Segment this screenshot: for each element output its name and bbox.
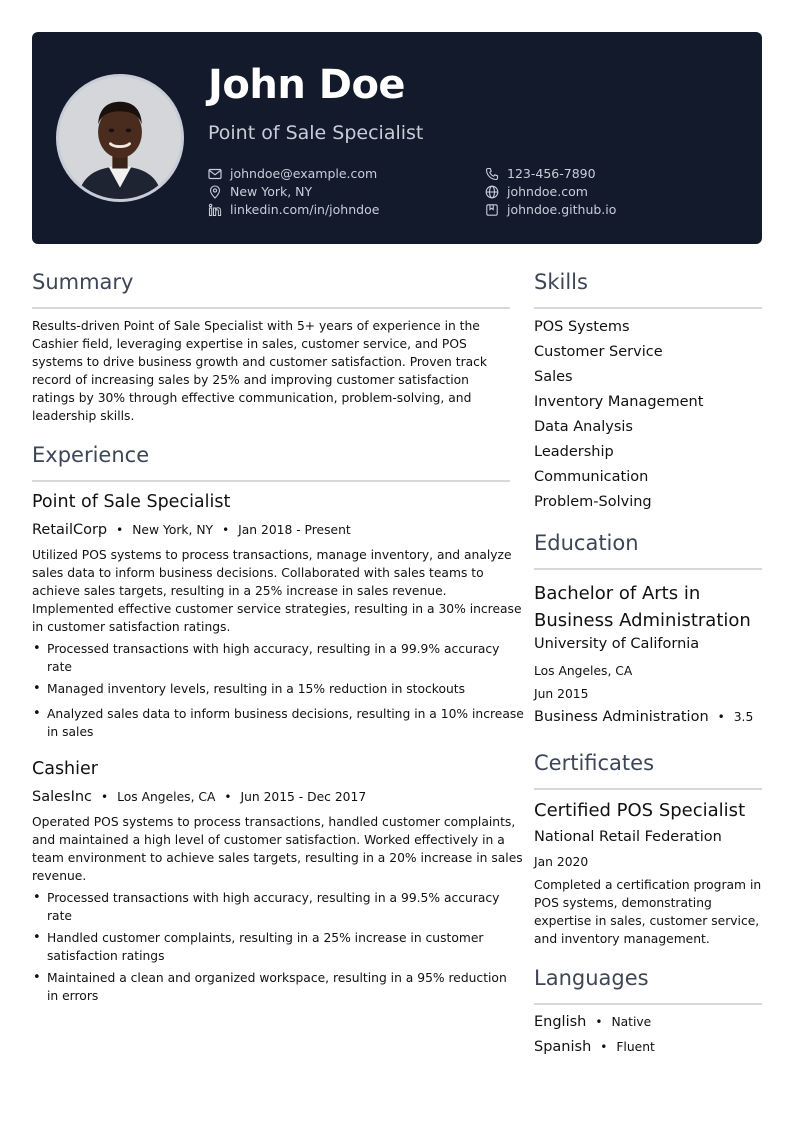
profile-photo — [56, 74, 184, 202]
contact-location — [208, 184, 312, 199]
certificate-date: Jan 2020 — [534, 855, 589, 869]
summary-divider — [32, 307, 510, 309]
skills-divider — [534, 307, 762, 309]
bullet-icon: • — [33, 890, 41, 905]
job-meta — [32, 522, 351, 538]
summary-text — [32, 317, 487, 425]
achievement-line: Analyzed sales data to inform business decisions, resulting in a 10% increase — [47, 707, 524, 721]
job-dates: Jun 2015 - Dec 2017 — [240, 790, 367, 804]
resume-header — [32, 32, 762, 244]
company-name: SalesInc — [32, 789, 93, 805]
candidate-role: Point of Sale Specialist — [208, 122, 424, 144]
portfolio-icon — [485, 203, 499, 217]
job-achievements — [32, 640, 524, 745]
separator-dot: • — [595, 1015, 603, 1029]
email-text: johndoe@example.com — [230, 166, 378, 181]
job-title: Point of Sale Specialist — [32, 492, 231, 512]
certificate-issuer: National Retail Federation — [534, 829, 722, 845]
summary-line: leadership skills. — [32, 409, 135, 423]
achievement-item — [32, 680, 524, 698]
description-line: in customer satisfaction ratings. — [32, 620, 231, 634]
description-line: POS systems, demonstrating — [534, 896, 712, 910]
education-heading: Education — [534, 531, 639, 555]
achievement-line: satisfaction ratings — [47, 949, 165, 963]
achievement-line: in errors — [47, 989, 99, 1003]
skill-item: Customer Service — [534, 344, 663, 360]
separator-dot: • — [116, 523, 124, 537]
degree-title — [534, 580, 762, 634]
contact-portfolio[interactable] — [485, 202, 616, 217]
achievement-line: Managed inventory levels, resulting in a 15% reduction in stockouts — [47, 682, 466, 696]
phone-text: 123-456-7890 — [507, 166, 596, 181]
bullet-icon: • — [33, 970, 41, 985]
skill-item: Data Analysis — [534, 419, 633, 435]
job-meta — [32, 789, 366, 805]
achievement-item — [32, 640, 524, 676]
certificates-heading: Certificates — [534, 751, 655, 775]
language-item — [534, 1039, 655, 1055]
description-line: achieve sales targets, resulting in a 25% increase in sales revenue. — [32, 584, 447, 598]
phone-icon — [485, 167, 499, 181]
separator-dot: • — [600, 1040, 608, 1054]
contact-website[interactable] — [485, 184, 588, 199]
bullet-icon: • — [33, 641, 41, 656]
summary-line: Cashier field, leveraging expertise in sales, customer service, and POS — [32, 337, 467, 351]
education-divider — [534, 568, 762, 570]
achievement-item — [32, 705, 524, 741]
job-title: Cashier — [32, 759, 98, 779]
skill-item: Communication — [534, 469, 649, 485]
field-of-study: Business Administration — [534, 709, 709, 725]
mail-icon — [208, 167, 222, 181]
separator-dot: • — [222, 523, 230, 537]
bullet-icon: • — [33, 706, 41, 721]
job-description — [32, 813, 523, 885]
candidate-name: John Doe — [208, 62, 406, 108]
contact-phone[interactable] — [485, 166, 596, 181]
description-line: and inventory management. — [534, 932, 710, 946]
description-line: Utilized POS systems to process transactions, manage inventory, and analyze — [32, 548, 512, 562]
skill-item: Inventory Management — [534, 394, 704, 410]
job-achievements — [32, 889, 507, 1009]
certificates-divider — [534, 788, 762, 790]
description-line: Implemented effective customer service strategies, resulting in a 30% increase — [32, 602, 522, 616]
job-description — [32, 546, 522, 636]
job-location: New York, NY — [132, 523, 214, 537]
languages-heading: Languages — [534, 966, 649, 990]
job-dates: Jan 2018 - Present — [238, 523, 351, 537]
description-line: expertise in sales, customer service, — [534, 914, 760, 928]
achievement-line: Processed transactions with high accuracy, resulting in a 99.5% accuracy — [47, 891, 500, 905]
separator-dot: • — [717, 710, 725, 724]
description-line: sales data to inform business decisions. Collaborated with sales teams to — [32, 566, 484, 580]
location-icon — [208, 185, 222, 199]
portfolio-text: johndoe.github.io — [507, 202, 617, 217]
language-level: Fluent — [616, 1040, 655, 1054]
location-text: New York, NY — [230, 184, 313, 199]
skill-item: POS Systems — [534, 319, 630, 335]
skills-list — [534, 316, 703, 516]
summary-line: Results-driven Point of Sale Specialist with 5+ years of experience in the — [32, 319, 480, 333]
achievement-line: Maintained a clean and organized workspace, resulting in a 95% reduction — [47, 971, 507, 985]
skill-item: Sales — [534, 369, 573, 385]
achievement-line: rate — [47, 909, 72, 923]
bullet-icon: • — [33, 681, 41, 696]
school-location: Los Angeles, CA — [534, 664, 633, 678]
education-field — [534, 709, 753, 725]
achievement-line: Handled customer complaints, resulting in a 25% increase in customer — [47, 931, 484, 945]
summary-line: record of increasing sales by 25% and improving customer satisfaction — [32, 373, 469, 387]
language-level: Native — [611, 1015, 652, 1029]
description-line: team environment to achieve sales targets, resulting in a 20% increase in sales — [32, 851, 523, 865]
degree-line: Business Administration — [534, 610, 751, 631]
website-text: johndoe.com — [507, 184, 588, 199]
achievement-line: rate — [47, 660, 72, 674]
linkedin-icon — [208, 203, 222, 217]
bullet-icon: • — [33, 930, 41, 945]
language-name: Spanish — [534, 1039, 592, 1055]
achievement-line: in sales — [47, 725, 94, 739]
summary-line: systems to drive business growth and customer satisfaction. Proven track — [32, 355, 488, 369]
description-line: and maintained a high level of customer satisfaction. Worked effectively in a — [32, 833, 505, 847]
job-location: Los Angeles, CA — [117, 790, 216, 804]
graduation-date: Jun 2015 — [534, 687, 589, 701]
language-item — [534, 1014, 651, 1030]
achievement-line: Processed transactions with high accuracy, resulting in a 99.9% accuracy — [47, 642, 500, 656]
contact-linkedin[interactable] — [208, 202, 379, 217]
experience-heading: Experience — [32, 443, 150, 467]
linkedin-text: linkedin.com/in/johndoe — [230, 202, 380, 217]
description-line: Operated POS systems to process transactions, handled customer complaints, — [32, 815, 516, 829]
description-line: revenue. — [32, 869, 87, 883]
degree-line: Bachelor of Arts in — [534, 583, 701, 604]
company-name: RetailCorp — [32, 522, 108, 538]
gpa-value: 3.5 — [733, 710, 754, 724]
achievement-item — [32, 969, 507, 1005]
contact-email[interactable] — [208, 166, 377, 181]
school-name: University of California — [534, 636, 700, 652]
languages-divider — [534, 1003, 762, 1005]
avatar-illustration — [59, 77, 181, 199]
skills-heading: Skills — [534, 270, 588, 294]
summary-heading: Summary — [32, 270, 134, 294]
experience-divider — [32, 480, 510, 482]
summary-line: ratings by 30% through effective communication, problem-solving, and — [32, 391, 472, 405]
skill-item: Leadership — [534, 444, 614, 460]
certificate-description — [534, 876, 761, 948]
globe-icon — [485, 185, 499, 199]
certificate-name: Certified POS Specialist — [534, 800, 746, 821]
achievement-item — [32, 889, 507, 925]
achievement-item — [32, 929, 507, 965]
separator-dot: • — [224, 790, 232, 804]
separator-dot: • — [101, 790, 109, 804]
description-line: Completed a certification program in — [534, 878, 762, 892]
language-name: English — [534, 1014, 587, 1030]
skill-item: Problem-Solving — [534, 494, 652, 510]
